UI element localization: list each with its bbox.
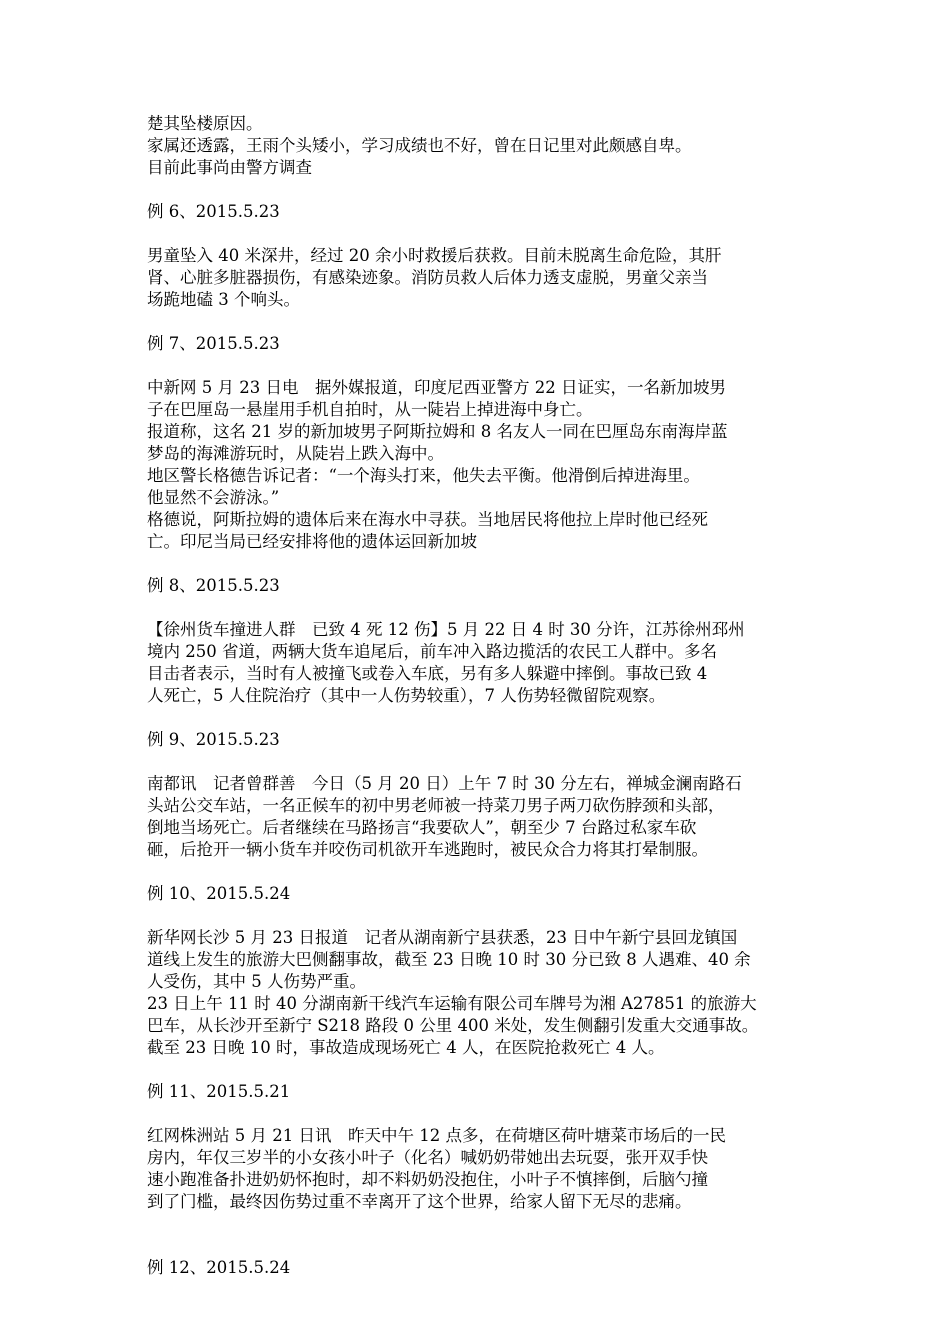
text-line: 家属还透露，王雨个头矮小，学习成绩也不好，曾在日记里对此颇感自卑。 bbox=[147, 136, 692, 155]
text-line: 23 日上午 11 时 40 分湖南新干线汽车运输有限公司车牌号为湘 A27851 的旅游大 bbox=[147, 994, 757, 1013]
paragraph bbox=[147, 113, 827, 179]
text-line: 楚其坠楼原因。 bbox=[147, 114, 263, 133]
text-line: 人受伤，其中 5 人伤势严重。 bbox=[147, 972, 366, 991]
paragraph-gap bbox=[147, 905, 827, 927]
paragraph bbox=[147, 619, 827, 707]
example-heading: 例 6、2015.5.23 bbox=[147, 202, 280, 221]
paragraph-gap bbox=[147, 311, 827, 333]
paragraph-gap bbox=[147, 861, 827, 883]
text-line: 中新网 5 月 23 日电 据外媒报道，印度尼西亚警方 22 日证实，一名新加坡男 bbox=[147, 378, 726, 397]
paragraph-gap bbox=[147, 355, 827, 377]
paragraph bbox=[147, 1125, 827, 1213]
paragraph-gap bbox=[147, 553, 827, 575]
paragraph bbox=[147, 773, 827, 861]
text-line: 子在巴厘岛一悬崖用手机自拍时，从一陡岩上掉进海中身亡。 bbox=[147, 400, 593, 419]
text-line: 梦岛的海滩游玩时，从陡岩上跌入海中。 bbox=[147, 444, 444, 463]
text-line: 倒地当场死亡。后者继续在马路扬言“我要砍人”，朝至少 7 台路过私家车砍 bbox=[147, 818, 697, 837]
text-line: 人死亡，5 人住院治疗（其中一人伤势较重），7 人伤势轻微留院观察。 bbox=[147, 686, 666, 705]
paragraph-gap bbox=[147, 751, 827, 773]
paragraph-gap bbox=[147, 707, 827, 729]
text-line: 目前此事尚由警方调查 bbox=[147, 158, 312, 177]
example-heading: 例 11、2015.5.21 bbox=[147, 1082, 291, 1101]
example-heading: 例 12、2015.5.24 bbox=[147, 1258, 291, 1277]
text-line: 【徐州货车撞进人群 已致 4 死 12 伤】5 月 22 日 4 时 30 分许，江苏徐州邳州 bbox=[147, 620, 745, 639]
text-line: 南都讯 记者曾群善 今日（5 月 20 日）上午 7 时 30 分左右，禅城金澜南路石 bbox=[147, 774, 742, 793]
paragraph-gap bbox=[147, 1213, 827, 1257]
text-line: 他显然不会游泳。” bbox=[147, 488, 280, 507]
paragraph-gap bbox=[147, 1103, 827, 1125]
document-page bbox=[147, 113, 827, 1279]
text-line: 巴车，从长沙开至新宁 S218 路段 0 公里 400 米处，发生侧翻引发重大交通事故。 bbox=[147, 1016, 759, 1035]
text-line: 报道称，这名 21 岁的新加坡男子阿斯拉姆和 8 名友人一同在巴厘岛东南海岸蓝 bbox=[147, 422, 728, 441]
text-line: 亡。印尼当局已经安排将他的遗体运回新加坡 bbox=[147, 532, 477, 551]
example-heading: 例 7、2015.5.23 bbox=[147, 334, 280, 353]
text-line: 道线上发生的旅游大巴侧翻事故，截至 23 日晚 10 时 30 分已致 8 人遇难、40 余 bbox=[147, 950, 751, 969]
paragraph bbox=[147, 927, 827, 1059]
paragraph-gap bbox=[147, 223, 827, 245]
text-line: 新华网长沙 5 月 23 日报道 记者从湖南新宁县获悉，23 日中午新宁县回龙镇国 bbox=[147, 928, 738, 947]
text-line: 红网株洲站 5 月 21 日讯 昨天中午 12 点多，在荷塘区荷叶塘菜市场后的一民 bbox=[147, 1126, 726, 1145]
text-line: 境内 250 省道，两辆大货车追尾后，前车冲入路边揽活的农民工人群中。多名 bbox=[147, 642, 717, 661]
paragraph bbox=[147, 245, 827, 311]
text-line: 目击者表示，当时有人被撞飞或卷入车底，另有多人躲避中摔倒。事故已致 4 bbox=[147, 664, 708, 683]
text-line: 男童坠入 40 米深井，经过 20 余小时救援后获救。目前未脱离生命危险，其肝 bbox=[147, 246, 722, 265]
example-heading: 例 9、2015.5.23 bbox=[147, 730, 280, 749]
text-line: 地区警长格德告诉记者：“一个海头打来，他失去平衡。他滑倒后掉进海里。 bbox=[147, 466, 700, 485]
text-line: 头站公交车站，一名正候车的初中男老师被一持菜刀男子两刀砍伤脖颈和头部， bbox=[147, 796, 725, 815]
text-line: 格德说，阿斯拉姆的遗体后来在海水中寻获。当地居民将他拉上岸时他已经死 bbox=[147, 510, 708, 529]
text-line: 截至 23 日晚 10 时，事故造成现场死亡 4 人，在医院抢救死亡 4 人。 bbox=[147, 1038, 665, 1057]
text-line: 砸，后抢开一辆小货车并咬伤司机欲开车逃跑时，被民众合力将其打晕制服。 bbox=[147, 840, 708, 859]
example-heading: 例 8、2015.5.23 bbox=[147, 576, 280, 595]
paragraph bbox=[147, 377, 827, 553]
text-line: 房内，年仅三岁半的小女孩小叶子（化名）喊奶奶带她出去玩耍，张开双手快 bbox=[147, 1148, 708, 1167]
example-heading: 例 10、2015.5.24 bbox=[147, 884, 291, 903]
text-line: 到了门槛，最终因伤势过重不幸离开了这个世界，给家人留下无尽的悲痛。 bbox=[147, 1192, 692, 1211]
paragraph-gap bbox=[147, 597, 827, 619]
text-line: 肾、心脏多脏器损伤，有感染迹象。消防员救人后体力透支虚脱，男童父亲当 bbox=[147, 268, 708, 287]
paragraph-gap bbox=[147, 1059, 827, 1081]
text-line: 场跪地磕 3 个响头。 bbox=[147, 290, 300, 309]
paragraph-gap bbox=[147, 179, 827, 201]
text-line: 速小跑准备扑进奶奶怀抱时，却不料奶奶没抱住，小叶子不慎摔倒，后脑勺撞 bbox=[147, 1170, 708, 1189]
